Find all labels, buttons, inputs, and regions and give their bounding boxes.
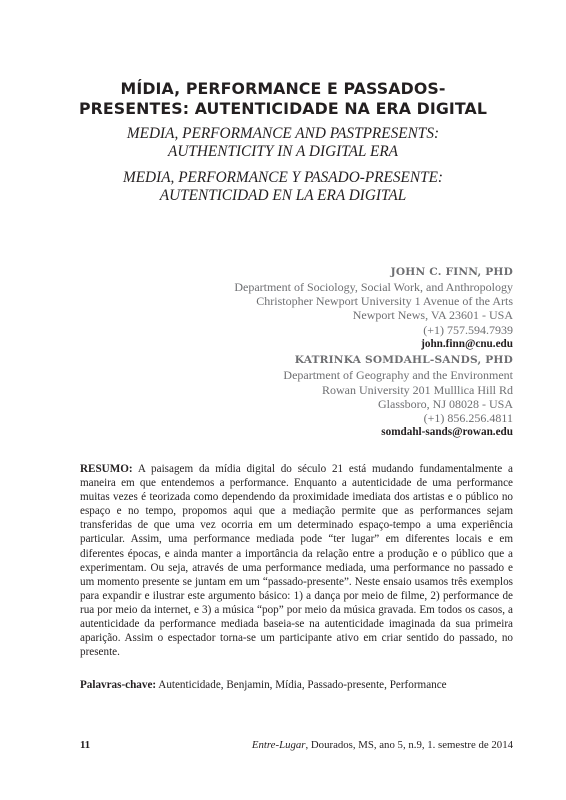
author-name: JOHN C. FINN, PHD: [390, 266, 513, 278]
keywords-text: Autenticidade, Benjamin, Mídia, Passado-presente, Performance: [158, 679, 447, 691]
affiliation-line: Department of Geography and the Environment: [283, 368, 513, 383]
title-english-line-2: AUTHENTICITY IN A DIGITAL ERA: [167, 143, 399, 160]
title-spanish: [60, 169, 506, 205]
affiliation-line: Newport News, VA 23601 - USA: [352, 308, 513, 323]
affiliation-line: Glassboro, NJ 08028 - USA: [378, 396, 513, 411]
affiliation-phone: (+1) 856.256.4811: [423, 410, 513, 425]
keywords-label: Palavras-chave:: [80, 679, 157, 691]
journal-name: Entre-Lugar: [251, 739, 306, 751]
journal-citation: , Dourados, MS, ano 5, n.9, 1. semestre de 2014: [305, 739, 513, 751]
page-number: 11: [80, 739, 91, 751]
affiliation-line: Department of Sociology, Social Work, and Anthropology: [234, 280, 513, 294]
author-email: somdahl-sands@rowan.edu: [381, 426, 513, 439]
author-name: KATRINKA SOMDAHL-SANDS, PHD: [294, 354, 513, 367]
author-block-somdahl-sands: [193, 353, 513, 439]
title-portuguese-line-2: PRESENTES: AUTENTICIDADE NA ERA DIGITAL: [78, 99, 488, 118]
author-block-finn: [193, 265, 513, 351]
author-list: [193, 265, 513, 440]
affiliation-phone: (+1) 757.594.7939: [423, 322, 513, 337]
title-english-line-1: MEDIA, PERFORMANCE AND PASTPRESENTS:: [126, 125, 440, 142]
abstract-label: RESUMO:: [80, 463, 133, 475]
title-english: [60, 125, 506, 161]
affiliation-line: Christopher Newport University 1 Avenue of the Arts: [256, 294, 513, 309]
title-spanish-line-1: MEDIA, PERFORMANCE Y PASADO-PRESENTE:: [122, 169, 444, 186]
title-spanish-line-2: AUTENTICIDAD EN LA ERA DIGITAL: [159, 187, 407, 204]
title-block: [60, 79, 506, 205]
keywords: [80, 678, 513, 692]
author-email: john.finn@cnu.edu: [421, 337, 513, 350]
abstract: [80, 462, 513, 659]
title-portuguese-line-1: MÍDIA, PERFORMANCE E PASSADOS-: [120, 79, 446, 98]
title-portuguese: [60, 79, 506, 119]
abstract-text: A paisagem da mídia digital do século 21 está mudando fundamentalmente a maneira em que entendemos a performance. Enquanto a autenticidade de uma performance muitas vezes é teorizada como dependendo da proximidade imediata dos artistas e o público no espaço e no tempo, propomos aqui que a mediação permite que as performances sejam transferidas de que uma vez ocorria em um determinado espaço-tempo a uma experiência particular. Assim, uma performance mediada pode “ter lugar” em diferentes locais e em diferentes épocas, e ainda manter a importância da relação entre a produção e o público que a experimentam. Ou seja, através de uma performance mediada, uma performance no passado e um momento presente se juntam em um “passado-presente”. Neste ensaio usamos três exemplos para expandir e ilustrar este argumento básico: 1) a dança por meio de filme, 2) performance de rua por meio da internet, e 3) a música “pop” por meio da música gravada. Em todos os casos, a autenticidade da performance mediada baseia-se na autenticidade imaginada da sua primeira aparição. Assim o espectador torna-se um participante ativo em criar sentido do passado, no presente.: [80, 463, 513, 659]
affiliation-line: Rowan University 201 Mulllica Hill Rd: [322, 382, 513, 397]
running-footer: [252, 738, 513, 752]
